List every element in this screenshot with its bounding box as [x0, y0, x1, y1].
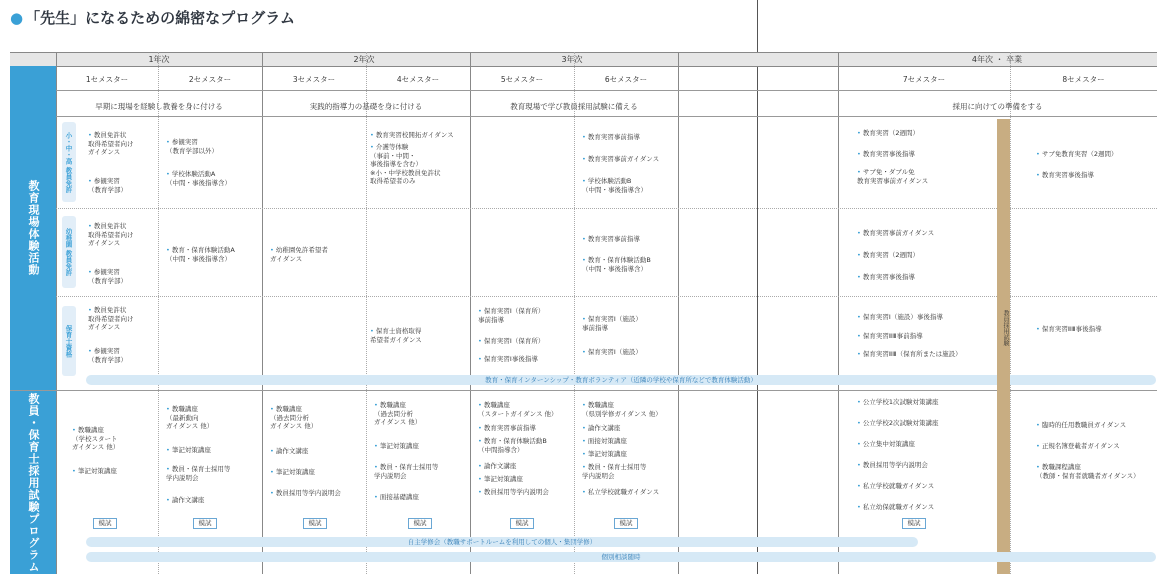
list-item: • 教育実習校開拓ガイダンス: [370, 131, 454, 139]
list-item: • 保育実習Ⅰ（保育所）: [478, 337, 545, 345]
list-item: • 正規名簿登載者ガイダンス: [1036, 442, 1120, 450]
list-item: • 筆記対策講座: [478, 475, 523, 483]
list-item: • 公立学校1次試験対策講座: [857, 398, 939, 406]
grid-line: [262, 52, 263, 574]
semester-3: 3セメスター: [292, 75, 336, 84]
list-item: • 筆記対策講座: [582, 450, 627, 458]
mock-exam-badge: 模試: [902, 518, 926, 529]
semester-8: 8セメスター: [1062, 75, 1105, 84]
semester-7: 7セメスター: [902, 75, 946, 84]
list-item: • 教育・保育体験活動A （中間・事後指導含）: [166, 246, 235, 263]
list-item: • 介護等体験 （事前・中間・ 事後指導を含む） ※小・中学校教員免許状 取得希望者のみ: [370, 143, 441, 186]
list-item: • 私立学校就職ガイダンス: [582, 488, 660, 496]
page-title: [10, 7, 295, 28]
exam-column-label: 教員採用試験: [1002, 310, 1009, 346]
list-item: • 教育実習事前指導: [478, 424, 536, 432]
list-item: • 保育実習Ⅰ（施設） 事前指導: [582, 315, 642, 332]
mock-exam-badge: 模試: [93, 518, 117, 529]
list-item: • 公立集中対策講座: [857, 440, 915, 448]
internship-band: 教育・保育インターンシップ・教育ボランティア（近隣の学校や保育所などで教育体験活動）: [86, 375, 1156, 385]
list-item: • 筆記対策講座: [72, 467, 117, 475]
list-item: • 論作文講座: [166, 496, 205, 504]
list-item: • サブ免・ダブル免 教育実習事前ガイダンス: [857, 168, 929, 185]
list-item: • 教育実習事前指導: [582, 235, 640, 243]
list-item: • 教育実習事前指導: [582, 133, 640, 141]
row-line: [56, 90, 1157, 91]
semester-2: 2セメスター: [188, 75, 232, 84]
row-line: [56, 116, 1157, 117]
sub-label-kindergarten: 幼稚園 教員免許: [62, 216, 76, 288]
list-item: • 保育実習Ⅰ事後指導: [478, 355, 538, 363]
grid-line: [366, 52, 367, 574]
row-line: [10, 390, 1157, 391]
list-item: • 面接対策講座: [582, 437, 627, 445]
sub-label-elementary: 小・中・高 教員免許: [62, 122, 76, 202]
list-item: • 教職講座 （過去問分析 ガイダンス 他）: [374, 401, 422, 427]
year-3: 3年次: [561, 55, 583, 64]
list-item: • 面接基礎講座: [374, 493, 419, 501]
list-item: • 教員採用等学内説明会: [478, 488, 549, 496]
list-item: • 筆記対策講座: [270, 468, 315, 476]
consult-band: 個別相談随時: [86, 552, 1156, 562]
list-item: • 教職講座 （県別学修ガイダンス 他）: [582, 401, 662, 418]
list-item: • 参観実習 （教育学部以外）: [166, 138, 218, 155]
list-item: • 公立学校2次試験対策講座: [857, 419, 939, 427]
list-item: • 教育実習（2週間）: [857, 251, 920, 259]
list-item: • 教職講座 （スタートガイダンス 他）: [478, 401, 558, 418]
list-item: • 教員採用等学内説明会: [270, 489, 341, 497]
grid-line: [838, 52, 839, 574]
list-item: • 教職課程講座 （教師・保育者就職者ガイダンス）: [1036, 463, 1140, 480]
list-item: • 教員・保育士採用等 学内説明会: [166, 465, 231, 482]
side-label-section2: 教員・保育士採用試験プログラム: [10, 391, 56, 574]
list-item: • 参観実習 （教育学部）: [88, 268, 127, 285]
list-item: • 教育実習事前ガイダンス: [582, 155, 660, 163]
mock-exam-badge: 模試: [303, 518, 327, 529]
list-item: • 保育実習Ⅰ（施設）: [582, 348, 642, 356]
list-item: • サブ免教育実習（2週間）: [1036, 150, 1118, 158]
semester-1: 1セメスター: [85, 75, 129, 84]
list-item: • 保育実習ⅡⅢ（保育所または施設）: [857, 350, 962, 358]
list-item: • 論作文講座: [582, 424, 621, 432]
sub-label-nursery: 保育士資格: [62, 306, 76, 376]
title-text: 「先生」になるための綿密なプログラム: [25, 9, 295, 27]
list-item: • 論作文講座: [478, 462, 517, 470]
year-1: 1年次: [148, 55, 170, 64]
list-item: • 教職講座 （最新動向 ガイダンス 他）: [166, 405, 214, 431]
list-item: • 教職講座 （学校スタート ガイダンス 他）: [72, 426, 120, 452]
vertical-divider: [757, 0, 758, 574]
list-item: • 教員採用等学内説明会: [857, 461, 928, 469]
year-2: 2年次: [353, 55, 375, 64]
list-item: • 教育・保育体験活動B （中間指導含）: [478, 437, 547, 454]
list-item: • 私立幼保就職ガイダンス: [857, 503, 935, 511]
grid-line: [678, 52, 679, 574]
list-item: • 教育実習事後指導: [1036, 171, 1094, 179]
self-study-band: 自主学修会（教職サポートルームを利用しての個人・集団学修）: [86, 537, 918, 547]
mock-exam-badge: 模試: [614, 518, 638, 529]
list-item: • 参観実習 （教育学部）: [88, 177, 127, 194]
list-item: • 学校体験活動B （中間・事後指導含）: [582, 177, 647, 194]
list-item: • 学校体験活動A （中間・事後指導含）: [166, 170, 231, 187]
mock-exam-badge: 模試: [510, 518, 534, 529]
list-item: • 保育実習Ⅰ（施設）事後指導: [857, 313, 943, 321]
list-item: • 筆記対策講座: [374, 442, 419, 450]
grid-line: [470, 52, 471, 574]
list-item: • 保育実習Ⅰ（保育所） 事前指導: [478, 307, 545, 324]
list-item: • 私立学校就職ガイダンス: [857, 482, 935, 490]
bullet-icon: ●: [10, 9, 24, 27]
goal-2: 実践的指導力の基礎を身に付ける: [309, 102, 423, 111]
list-item: • 保育士資格取得 希望者ガイダンス: [370, 327, 422, 344]
list-item: • 教員免許状 取得希望者向け ガイダンス: [88, 306, 134, 332]
row-line: [56, 296, 1157, 297]
row-line: [56, 208, 1157, 209]
list-item: • 教育・保育体験活動B （中間・事後指導含）: [582, 256, 651, 273]
list-item: • 参観実習 （教育学部）: [88, 347, 127, 364]
goal-4: 採用に向けての準備をする: [952, 102, 1043, 111]
list-item: • 筆記対策講座: [166, 446, 211, 454]
list-item: • 臨時的任用教職員ガイダンス: [1036, 421, 1127, 429]
side-label-section1: 教育現場体験活動: [10, 66, 56, 390]
list-item: • 教職講座 （過去問分析 ガイダンス 他）: [270, 405, 318, 431]
grid-line: [158, 52, 159, 574]
grid-line: [56, 52, 57, 574]
goal-3: 教育現場で学び教員採用試験に備える: [510, 102, 638, 111]
list-item: • 保育実習ⅡⅢ事前指導: [857, 332, 923, 340]
list-item: • 教育実習事後指導: [857, 273, 915, 281]
list-item: • 教員・保育士採用等 学内説明会: [582, 463, 647, 480]
list-item: • 教員免許状 取得希望者向け ガイダンス: [88, 222, 134, 248]
list-item: • 教育実習事前ガイダンス: [857, 229, 935, 237]
exam-column-bar: [997, 119, 1010, 574]
list-item: • 教育実習事後指導: [857, 150, 915, 158]
grid-line: [574, 52, 575, 574]
list-item: • 教員免許状 取得希望者向け ガイダンス: [88, 131, 134, 157]
list-item: • 論作文講座: [270, 447, 309, 455]
list-item: • 幼稚園免許希望者 ガイダンス: [270, 246, 328, 263]
grid-line: [1010, 52, 1011, 574]
goal-1: 早期に現場を経験し教養を身に付ける: [95, 102, 223, 111]
year-4: 4年次 ・ 卒業: [971, 55, 1023, 64]
list-item: • 教員・保育士採用等 学内説明会: [374, 463, 439, 480]
semester-6: 6セメスター: [604, 75, 648, 84]
list-item: • 教育実習（2週間）: [857, 129, 920, 137]
mock-exam-badge: 模試: [408, 518, 432, 529]
semester-5: 5セメスター: [500, 75, 544, 84]
semester-4: 4セメスター: [396, 75, 440, 84]
list-item: • 保育実習ⅡⅢ事後指導: [1036, 325, 1102, 333]
mock-exam-badge: 模試: [193, 518, 217, 529]
